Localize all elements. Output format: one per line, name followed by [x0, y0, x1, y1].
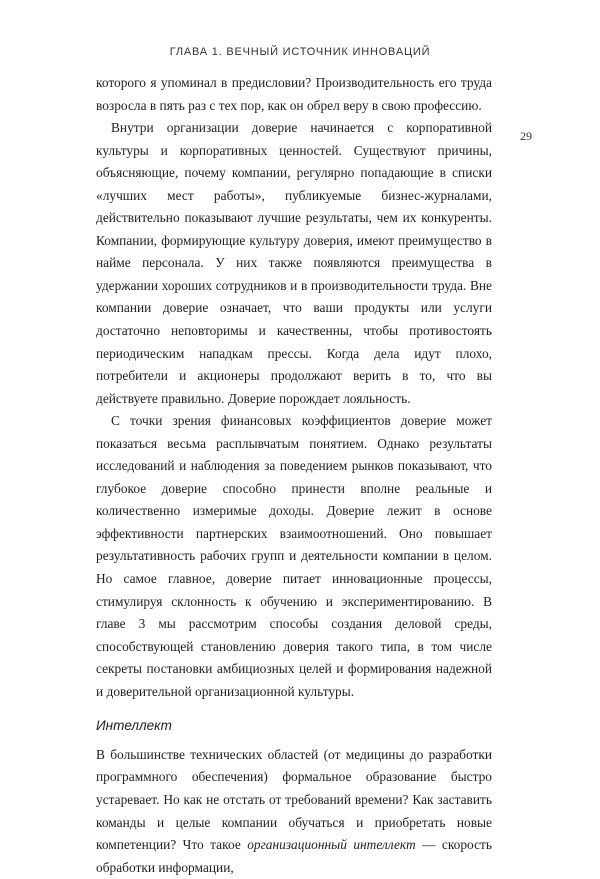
paragraph-trust-finance: С точки зрения финансовых коэффициентов доверие может показаться весьма расплывчатым понятием. Однако результаты исследований и наблюдения за поведением рынков показывают, что глубокое доверие способно принести вполне реальные и количественно измеримые доходы. Доверие лежит в основе эффективности партнерских взаимоотношений. Оно повышает результативность рабочих групп и деятельности компании в целом. Но самое главное, доверие питает инновационные процессы, стимулируя склонность к обучению и экспериментированию. В главе 3 мы рассмотрим способы создания деловой среды, способствующей становлению доверия такого типа, в том числе секреты постановки амбициозных целей и формирования надежной и доверительной организационной культуры. — [96, 413, 492, 699]
paragraph-intellect — [96, 744, 492, 879]
running-head: ГЛАВА 1. ВЕЧНЫЙ ИСТОЧНИК ИННОВАЦИЙ — [169, 46, 431, 58]
paragraph-continuation: которого я упоминал в предисловии? Производительность его труда возросла в пять раз с тех пор, как он обрел веру в свою профессию. — [96, 75, 492, 113]
paragraph-intellect-text-end: — скорость обработки информации, — [96, 837, 492, 875]
paragraph-trust-culture: Внутри организации доверие начинается с корпоративной культуры и корпоративных ценностей. Существуют причины, объясняющие, почему компании, регулярно попадающие в списки «лучших мест работы», публикуемые бизнес-журналами, действительно показывают лучшие результаты, чем их конкуренты. Компании, формирующие культуру доверия, имеют преимущество в найме персонала. У них также появляются преимущества в удержании хороших сотрудников и в производительности труда. Вне компании доверие означает, что ваши продукты или услуги достаточно неповторимы и качественны, чтобы противостоять периодическим нападкам прессы. Когда дела идут плохо, потребители и акционеры продолжают верить в то, что вы действуете правильно. Доверие порождает лояльность. — [96, 120, 492, 406]
main-text — [96, 72, 492, 879]
italic-term: организационный интеллект — [247, 837, 416, 853]
paragraph-intellect-text-start: В большинстве технических областей (от медицины до разработки программного обеспечения) формальное образование быстро устаревает. Но как не отстать от требований времени? Как заставить команды и целые компании обучаться и приобретать новые компетенции? Что такое — [96, 746, 492, 853]
section-heading: Интеллект — [96, 718, 172, 734]
page-number: 29 — [520, 129, 532, 143]
